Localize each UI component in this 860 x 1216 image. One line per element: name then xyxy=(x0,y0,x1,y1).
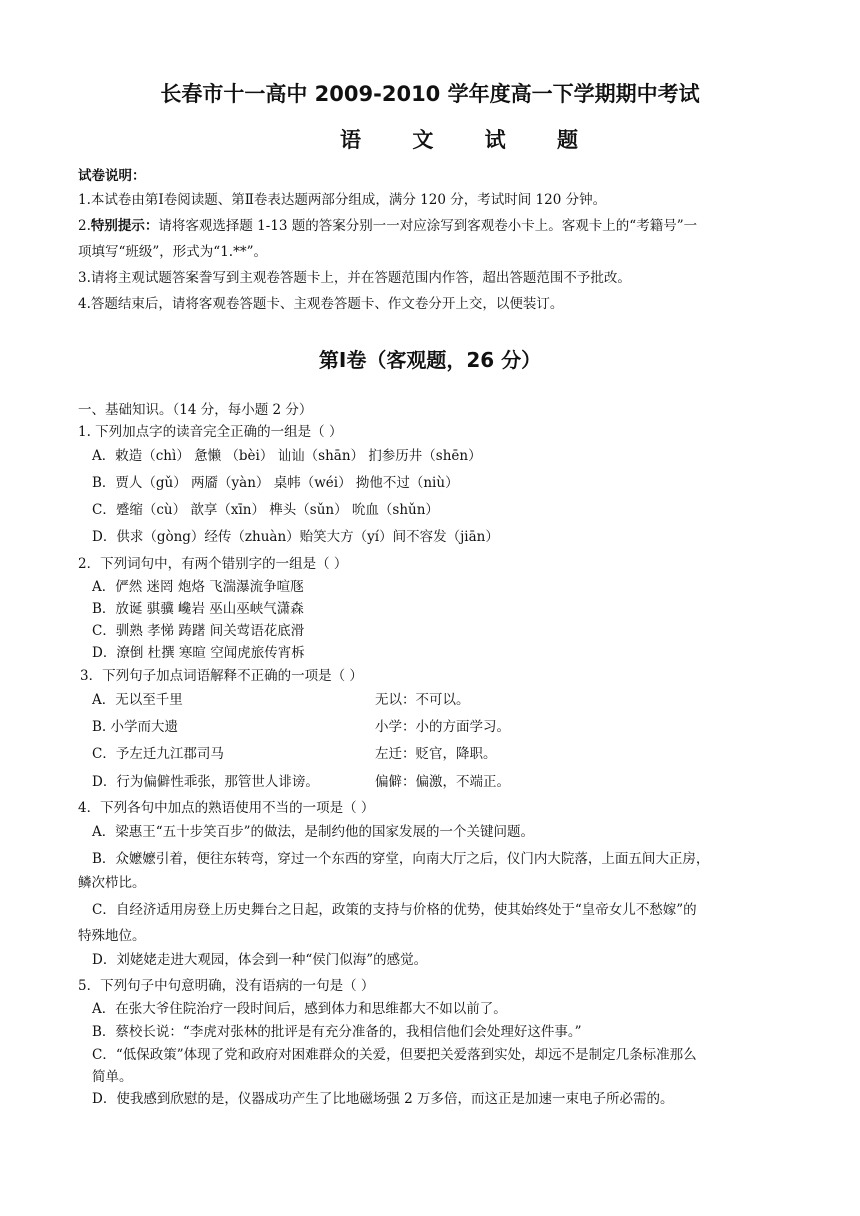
q3-stem: 3．下列句子加点词语解释不正确的一项是（ ） xyxy=(80,668,363,684)
q1-option-a: A．敕造（chì） 惫懒 （bèi） 讪讪（shān） 扪参历井（shēn） xyxy=(92,448,482,464)
page-title: 长春市十一高中 2009-2010 学年度高一下学期期中考试 xyxy=(160,82,700,106)
instruction-2-num: 2. xyxy=(78,218,91,234)
q1-option-d: D．供求（gòng）经传（zhuàn）贻笑大方（yí）间不容发（jiān） xyxy=(92,529,499,545)
q3-option-b-gloss: 小学：小的方面学习。 xyxy=(375,719,510,735)
q4-option-d: D．刘姥姥走进大观园，体会到一种“侯门似海”的感觉。 xyxy=(92,952,428,968)
q5-option-d: D．使我感到欣慰的是，仪器成功产生了比地磁场强 2 万多倍，而这正是加速一束电子所必需的。 xyxy=(92,1091,674,1107)
q4-option-c: C．自经济适用房登上历史舞台之日起，政策的支持与价格的优势，使其始终处于“皇帝女儿不愁嫁”的 xyxy=(92,902,697,918)
q1-stem: 1. 下列加点字的读音完全正确的一组是（ ） xyxy=(78,424,343,440)
q5-option-c-cont: 简单。 xyxy=(92,1069,133,1085)
q1-option-c: C．蹙缩（cù） 歆享（xīn） 榫头（sǔn） 吮血（shǔn） xyxy=(92,502,439,518)
instruction-3: 3.请将主观试题答案誊写到主观卷答题卡上，并在答题范围内作答，超出答题范围不予批改。 xyxy=(78,270,631,286)
q3-option-b: B. 小学而大遗 xyxy=(92,719,179,735)
q4-stem: 4．下列各句中加点的熟语使用不当的一项是（ ） xyxy=(78,800,375,816)
instruction-2-text: 请将客观选择题 1-13 题的答案分别一一对应涂写到客观卷小卡上。客观卡上的“考籍号”一 xyxy=(158,218,698,234)
page-subtitle: 语 文 试 题 xyxy=(340,128,600,152)
instruction-2 xyxy=(78,216,800,236)
instruction-4: 4.答题结束后，请将客观卷答题卡、主观卷答题卡、作文卷分开上交，以便装订。 xyxy=(78,296,564,312)
q2-option-c: C．驯熟 孝悌 踌躇 间关莺语花底滑 xyxy=(92,623,305,639)
q3-option-d: D．行为偏僻性乖张，那管世人诽谤。 xyxy=(92,774,319,790)
q5-option-b: B．蔡校长说：“李虎对张林的批评是有充分准备的，我相信他们会处理好这件事。” xyxy=(92,1024,582,1040)
section-title: 第Ⅰ卷（客观题，26 分） xyxy=(318,348,542,372)
q4-option-b-cont: 鳞次栉比。 xyxy=(78,875,146,891)
instruction-1: 1.本试卷由第Ⅰ卷阅读题、第Ⅱ卷表达题两部分组成，满分 120 分，考试时间 120 分钟。 xyxy=(78,192,607,208)
q2-option-a: A．俨然 迷罔 炮烙 飞湍瀑流争喧豗 xyxy=(92,579,304,595)
instruction-2-highlight: 特别提示： xyxy=(90,218,159,234)
q2-option-d: D．潦倒 杜撰 寒暄 空闻虎旅传宵柝 xyxy=(92,645,305,661)
q5-option-c: C．“低保政策”体现了党和政府对困难群众的关爱，但要把关爱落到实处，却远不是制定几条标准那么 xyxy=(92,1047,697,1063)
q3-option-c-gloss: 左迁：贬官，降职。 xyxy=(375,746,497,762)
instruction-2-cont: 项填写“班级”，形式为“1.**”。 xyxy=(78,244,267,260)
instructions-label: 试卷说明： xyxy=(78,168,146,184)
q3-option-c: C．予左迁九江郡司马 xyxy=(92,746,224,762)
section-heading: 一、基础知识。（14 分，每小题 2 分） xyxy=(78,402,313,418)
q5-stem: 5．下列句子中句意明确，没有语病的一句是（ ） xyxy=(78,978,375,994)
q4-option-b: B．众嬷嬷引着，便往东转弯，穿过一个东西的穿堂，向南大厅之后，仪门内大院落，上面五间大正房， xyxy=(92,851,710,867)
q3-option-a-gloss: 无以：不可以。 xyxy=(375,692,470,708)
q2-option-b: B．放诞 骐骥 巉岩 巫山巫峡气潇森 xyxy=(92,601,304,617)
q3-option-a: A．无以至千里 xyxy=(92,692,183,708)
q2-stem: 2．下列词句中，有两个错别字的一组是（ ） xyxy=(78,556,348,572)
q1-option-b: B．贾人（gǔ） 两靥（yàn） 桌帏（wéi） 拗他不过（niù） xyxy=(92,475,459,491)
q4-option-c-cont: 特殊地位。 xyxy=(78,928,146,944)
q4-option-a: A．梁惠王“五十步笑百步”的做法，是制约他的国家发展的一个关键问题。 xyxy=(92,824,535,840)
q3-option-d-gloss: 偏僻：偏激，不端正。 xyxy=(375,774,510,790)
q5-option-a: A．在张大爷住院治疗一段时间后，感到体力和思维都大不如以前了。 xyxy=(92,1001,507,1017)
